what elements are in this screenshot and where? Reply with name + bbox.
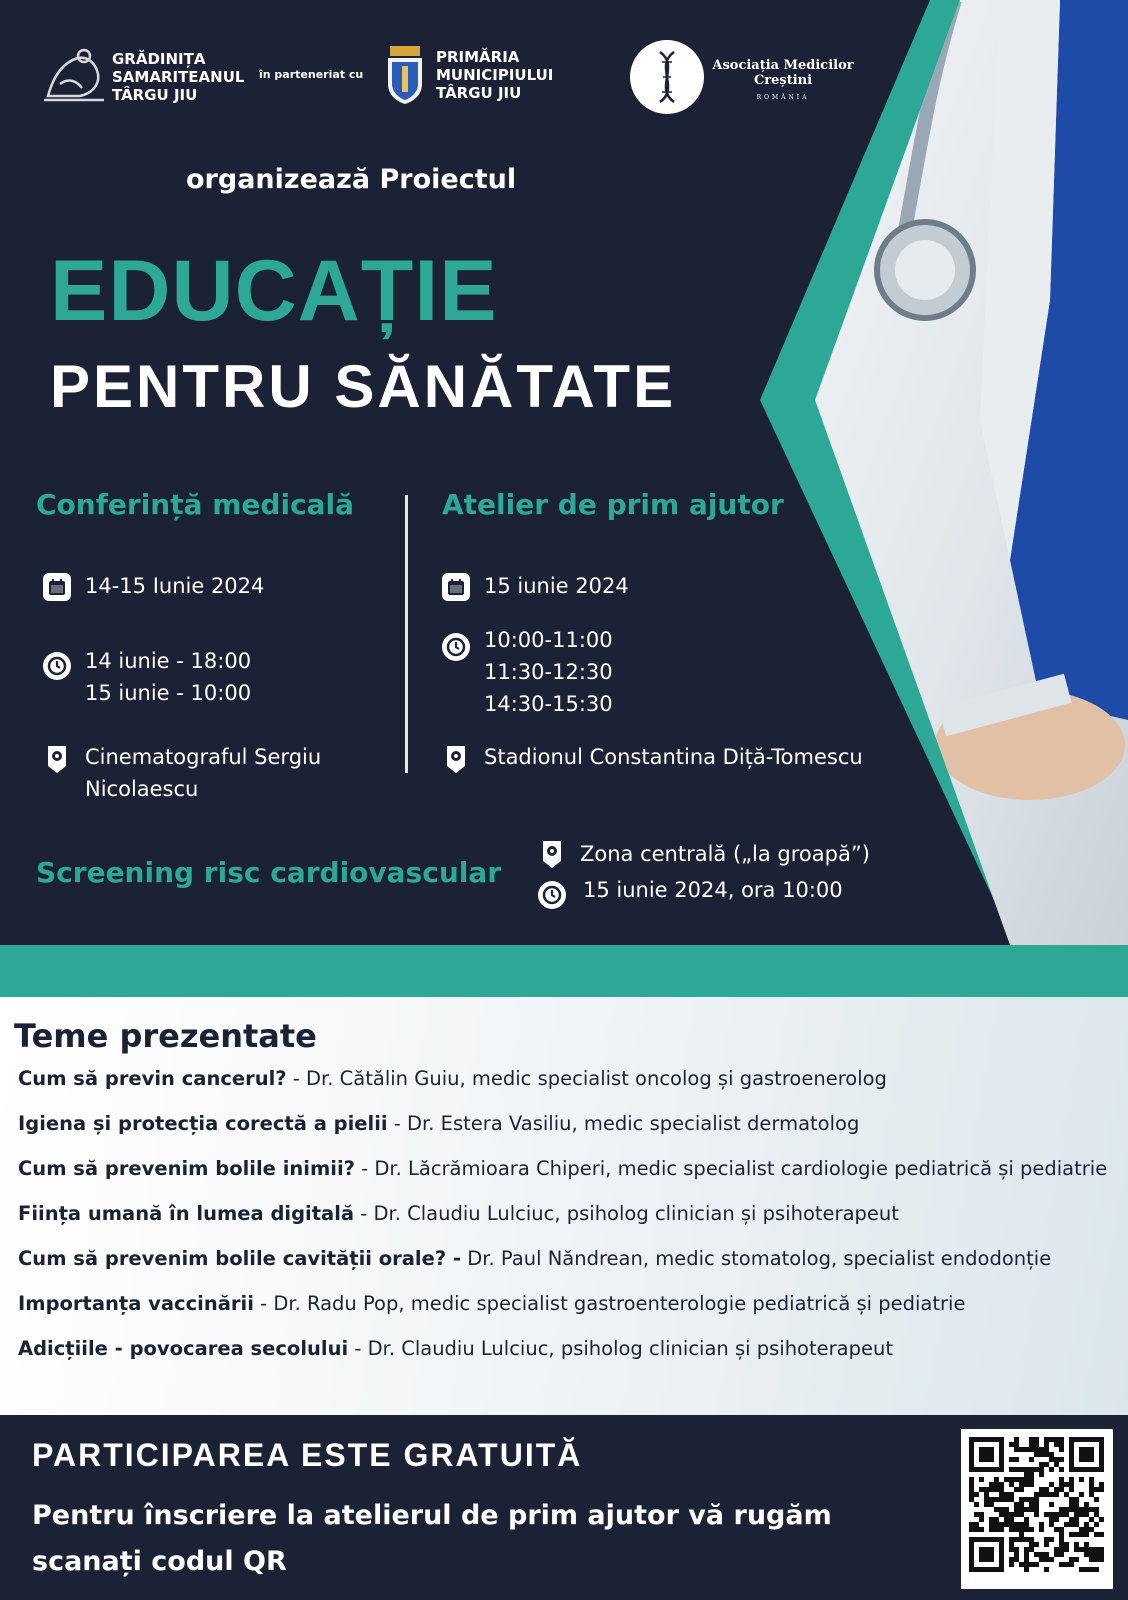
title-line2: PENTRU SĂNĂTATE xyxy=(50,353,677,420)
logo1-line: GRĂDINIȚA xyxy=(112,50,206,68)
logo2-line: MUNICIPIULUI xyxy=(436,66,554,84)
partnership-text: în parteneriat cu xyxy=(259,68,364,81)
theme-topic: Importanța vaccinării xyxy=(18,1292,254,1315)
column-divider xyxy=(405,495,408,773)
title-line1: EDUCAȚIE xyxy=(50,243,498,339)
location-pin-icon xyxy=(442,745,470,773)
theme-item xyxy=(18,1337,893,1360)
theme-speaker: - Dr. Cătălin Guiu, medic specialist oncolog și gastroenerolog xyxy=(286,1067,887,1090)
theme-topic: Igiena și protecția corectă a pielii xyxy=(18,1112,388,1135)
location-pin-icon xyxy=(538,840,566,868)
teal-band xyxy=(0,945,1128,997)
registration-line: scanați codul QR xyxy=(32,1546,287,1577)
theme-speaker: - Dr. Lăcrămioara Chiperi, medic specialist cardiologie pediatrică și pediatrie xyxy=(354,1157,1108,1180)
workshop-location: Stadionul Constantina Diță-Tomescu xyxy=(484,745,863,769)
screening-heading: Screening risc cardiovascular xyxy=(36,856,502,889)
logo3-line: Asociația Medicilor xyxy=(712,58,854,73)
logo-samariteanul-text xyxy=(112,50,244,104)
theme-item xyxy=(18,1067,887,1090)
themes-heading: Teme prezentate xyxy=(14,1017,317,1055)
workshop-date: 15 iunie 2024 xyxy=(484,574,629,598)
theme-item xyxy=(18,1292,965,1315)
themes-section xyxy=(0,997,1128,1415)
theme-speaker: - Dr. Radu Pop, medic specialist gastroenterologie pediatrică și pediatrie xyxy=(253,1292,966,1315)
theme-topic: Cum să prevenim bolile inimii? xyxy=(18,1157,355,1180)
theme-item xyxy=(18,1247,1051,1270)
footer-section xyxy=(0,1415,1128,1600)
theme-item xyxy=(18,1157,1107,1180)
location-pin-icon xyxy=(43,745,71,773)
logo1-line: TÂRGU JIU xyxy=(112,86,198,104)
logo-primaria-text xyxy=(436,48,553,102)
conference-location xyxy=(85,741,321,805)
theme-topic: Cum să previn cancerul? xyxy=(18,1067,287,1090)
theme-item xyxy=(18,1202,899,1225)
screening-location: Zona centrală („la groapă”) xyxy=(580,842,870,866)
theme-speaker: Dr. Paul Năndrean, medic stomatolog, specialist endodonție xyxy=(461,1247,1052,1270)
conference-date: 14-15 Iunie 2024 xyxy=(85,574,265,598)
theme-topic: Cum să prevenim bolile cavității orale? - xyxy=(18,1247,462,1270)
workshop-heading: Atelier de prim ajutor xyxy=(442,488,784,521)
registration-line: Pentru înscriere la atelierul de prim ajutor vă rugăm xyxy=(32,1500,832,1531)
logo3-sub: ROMÂNIA xyxy=(756,94,810,101)
logo2-line: TÂRGU JIU xyxy=(436,84,522,102)
conference-time: 15 iunie - 10:00 xyxy=(85,681,252,705)
theme-topic: Adicțiile - povocarea secolului xyxy=(18,1337,349,1360)
theme-speaker: - Dr. Claudiu Lulciuc, psiholog clinician și psihoterapeut xyxy=(348,1337,893,1360)
registration-text xyxy=(32,1493,912,1585)
workshop-time: 10:00-11:00 xyxy=(484,628,613,652)
conference-heading: Conferință medicală xyxy=(36,488,355,521)
workshop-times xyxy=(484,624,613,720)
clock-icon xyxy=(538,881,566,909)
dna-logo-icon xyxy=(630,40,704,114)
workshop-time: 14:30-15:30 xyxy=(484,692,613,716)
theme-item xyxy=(18,1112,859,1135)
theme-speaker: - Dr. Claudiu Lulciuc, psiholog clinician și psihoterapeut xyxy=(354,1202,899,1225)
free-participation-text: PARTICIPAREA ESTE GRATUITĂ xyxy=(32,1437,583,1473)
clock-icon xyxy=(442,633,470,661)
workshop-time: 11:30-12:30 xyxy=(484,660,613,684)
conference-times xyxy=(85,645,251,709)
conference-location-line: Nicolaescu xyxy=(85,777,199,801)
logo2-line: PRIMĂRIA xyxy=(436,48,520,66)
logo-asociatia-text xyxy=(712,58,854,105)
logo3-line: Creștini xyxy=(753,73,813,88)
calendar-icon xyxy=(442,573,470,601)
qr-code[interactable] xyxy=(961,1429,1113,1589)
theme-topic: Ființa umană în lumea digitală xyxy=(18,1202,355,1225)
intro-text: organizează Proiectul xyxy=(186,164,517,195)
screening-datetime: 15 iunie 2024, ora 10:00 xyxy=(583,878,843,902)
conference-location-line: Cinematograful Sergiu xyxy=(85,745,322,769)
clock-icon xyxy=(43,652,71,680)
samaritean-logo-icon xyxy=(40,44,108,104)
coat-of-arms-icon xyxy=(384,44,426,106)
logo1-line: SAMARITEANUL xyxy=(112,68,245,86)
conference-time: 14 iunie - 18:00 xyxy=(85,649,252,673)
theme-speaker: - Dr. Estera Vasiliu, medic specialist dermatolog xyxy=(387,1112,860,1135)
qr-code-pattern xyxy=(961,1429,1113,1589)
calendar-icon xyxy=(43,573,71,601)
